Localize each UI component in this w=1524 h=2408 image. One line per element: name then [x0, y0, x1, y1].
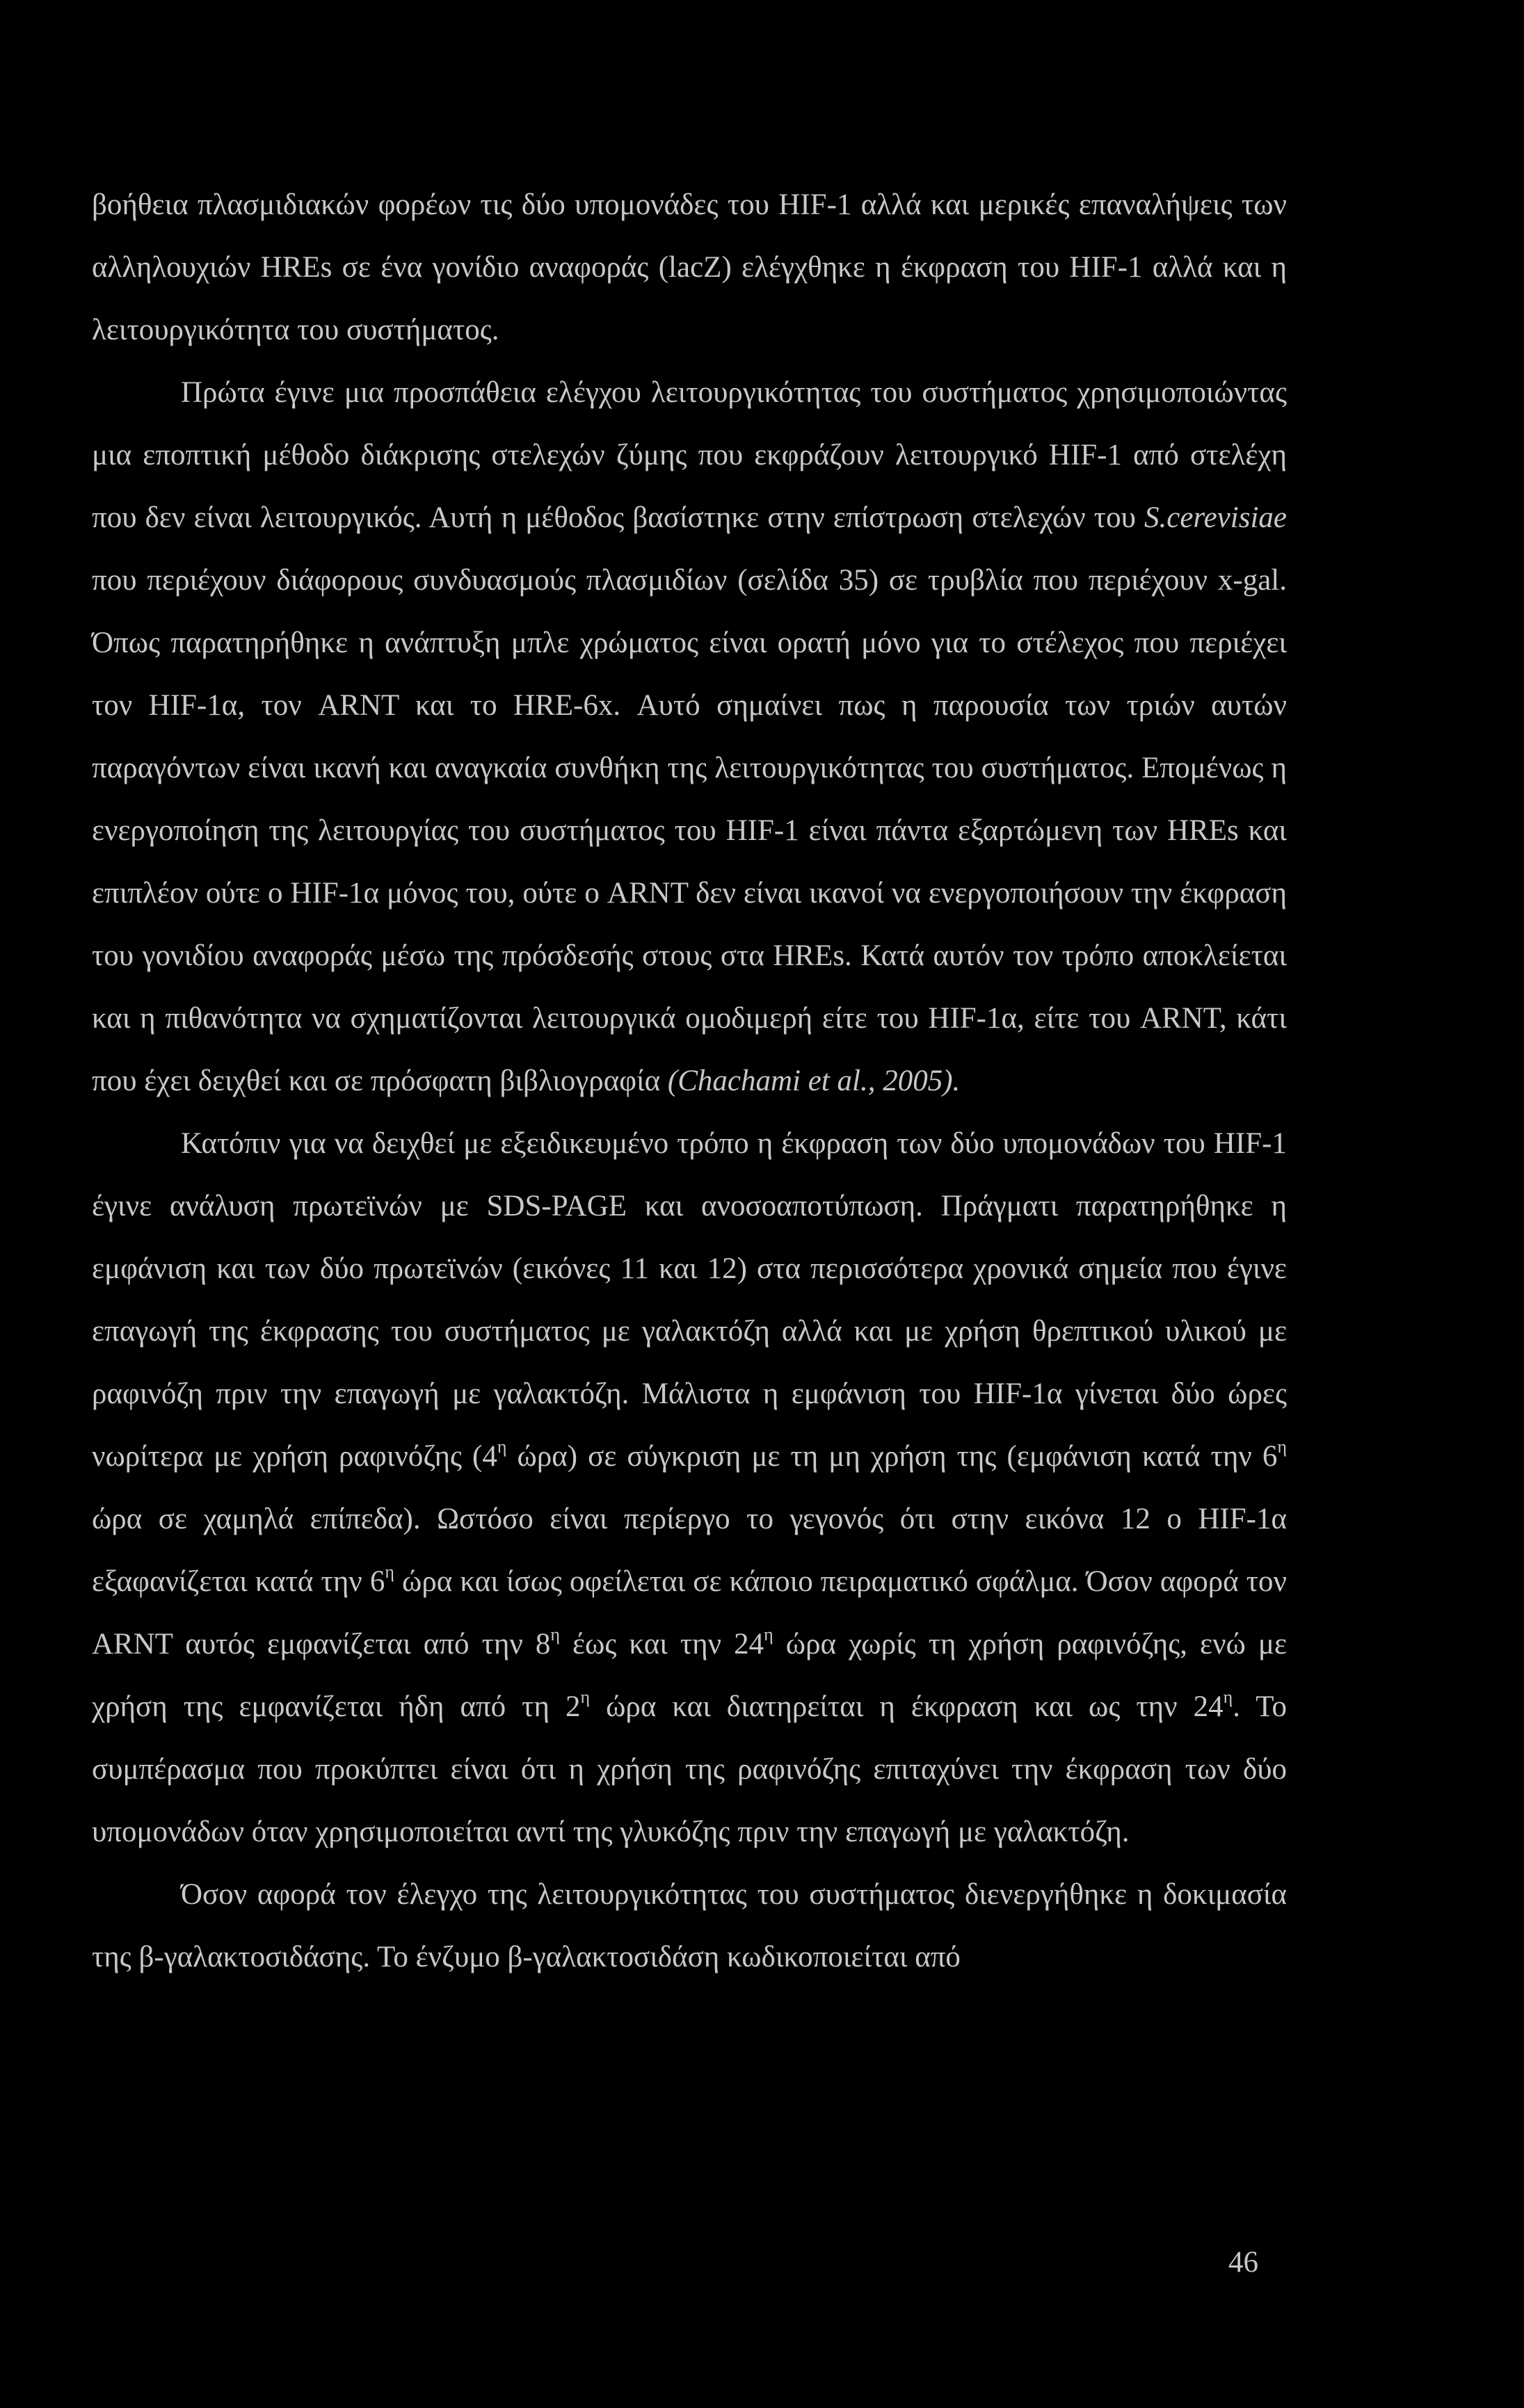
- text-segment: ώρα και διατηρείται η έκφραση και ως την 24: [590, 1690, 1224, 1723]
- text-segment: έως και την 24: [559, 1628, 764, 1660]
- superscript-text: η: [764, 1624, 773, 1645]
- text-segment: Όσον αφορά τον έλεγχο της λειτουργικότητας του συστήματος διενεργήθηκε η δοκιμασία της β-γαλακτοσιδάσης. Το ένζυμο β-γαλακτοσιδάση κωδικοποιείται από: [92, 1878, 1287, 1973]
- text-segment: ώρα χωρίς τη χρήση ραφινόζης, ενώ με χρήση της εμφανίζεται ήδη από τη 2: [92, 1628, 1287, 1723]
- text-segment: . Το συμπέρασμα που προκύπτει είναι ότι η χρήση της ραφινόζης επιταχύνει την έκφραση των δύο υπομονάδων όταν χρησιμοποιείται αντί της γλυκόζης πριν την επαγωγή με γαλακτόζη.: [92, 1690, 1288, 1848]
- text-segment: ώρα σε χαμηλά επίπεδα). Ωστόσο είναι περίεργο το γεγονός ότι στην εικόνα 12 ο HIF-1α εξαφανίζεται κατά την 6: [92, 1503, 1287, 1598]
- paragraph-3: [92, 1113, 1287, 1864]
- text-segment: που περιέχουν διάφορους συνδυασμούς πλασμιδίων (σελίδα 35) σε τρυβλία που περιέχουν x-gal. Όπως παρατηρήθηκε η ανάπτυξη μπλε χρώματος είναι ορατή μόνο για το στέλεχος που περιέχει τον HIF-1α, τον ARNT και το HRE-6x. Αυτό σημαίνει πως η παρουσία των τριών αυτών παραγόντων είναι ικανή και αναγκαία συνθήκη της λειτουργικότητας του συστήματος. Επομένως η ενεργοποίηση της λειτουργίας του συστήματος του HIF-1 είναι πάντα εξαρτώμενη των HREs και επιπλέον ούτε ο HIF-1α μόνος του, ούτε ο ARNT δεν είναι ικανοί να ενεργοποιήσουν την έκφραση του γονιδίου αναφοράς μέσω της πρόσδεσής στους στα HREs. Κατά αυτόν τον τρόπο αποκλείεται και η πιθανότητα να σχηματίζονται λειτουργικά ομοδιμερή είτε του HIF-1α, είτε του ARNT, κάτι που έχει δειχθεί και σε πρόσφατη βιβλιογραφία: [92, 564, 1287, 1097]
- text-segment: ώρα) σε σύγκριση με τη μη χρήση της (εμφάνιση κατά την 6: [506, 1440, 1278, 1473]
- superscript-text: η: [1223, 1686, 1233, 1707]
- paragraph-4: [92, 1864, 1287, 1989]
- superscript-text: η: [1277, 1436, 1287, 1457]
- page-number: 46: [1228, 2246, 1258, 2279]
- italic-text: (Chachami et al., 2005).: [667, 1065, 961, 1097]
- superscript-text: η: [385, 1561, 394, 1582]
- text-segment: βοήθεια πλασμιδιακών φορέων τις δύο υπομονάδες του HIF-1 αλλά και μερικές επαναλήψεις των αλληλουχιών HREs σε ένα γονίδιο αναφοράς (lacZ) ελέγχθηκε η έκφραση του HIF-1 αλλά και η λειτουργικότητα του συστήματος.: [92, 188, 1287, 346]
- document-body: [92, 174, 1287, 1989]
- paragraph-2: [92, 362, 1287, 1113]
- superscript-text: η: [580, 1686, 591, 1707]
- superscript-text: η: [550, 1624, 560, 1645]
- italic-text: S.cerevisiae: [1144, 501, 1287, 534]
- paragraph-1: [92, 174, 1287, 362]
- text-segment: ώρα και ίσως οφείλεται σε κάποιο πειραματικό σφάλμα. Όσον αφορά τον ARNT αυτός εμφανίζεται από την 8: [92, 1565, 1288, 1660]
- superscript-text: η: [497, 1436, 507, 1457]
- text-segment: Κατόπιν για να δειχθεί με εξειδικευμένο τρόπο η έκφραση των δύο υπομονάδων του HIF-1 έγινε ανάλυση πρωτεϊνών με SDS-PAGE και ανοσοαποτύπωση. Πράγματι παρατηρήθηκε η εμφάνιση και των δύο πρωτεϊνών (εικόνες 11 και 12) στα περισσότερα χρονικά σημεία που έγινε επαγωγή της έκφρασης του συστήματος με γαλακτόζη αλλά και με χρήση θρεπτικού υλικού με ραφινόζη πριν την επαγωγή με γαλακτόζη. Μάλιστα η εμφάνιση του HIF-1α γίνεται δύο ώρες νωρίτερα με χρήση ραφινόζης (4: [92, 1127, 1287, 1473]
- text-segment: Πρώτα έγινε μια προσπάθεια ελέγχου λειτουργικότητας του συστήματος χρησιμοποιώντας μια εποπτική μέθοδο διάκρισης στελεχών ζύμης που εκφράζουν λειτουργικό HIF-1 από στελέχη που δεν είναι λειτουργικός. Αυτή η μέθοδος βασίστηκε στην επίστρωση στελεχών του: [92, 376, 1287, 534]
